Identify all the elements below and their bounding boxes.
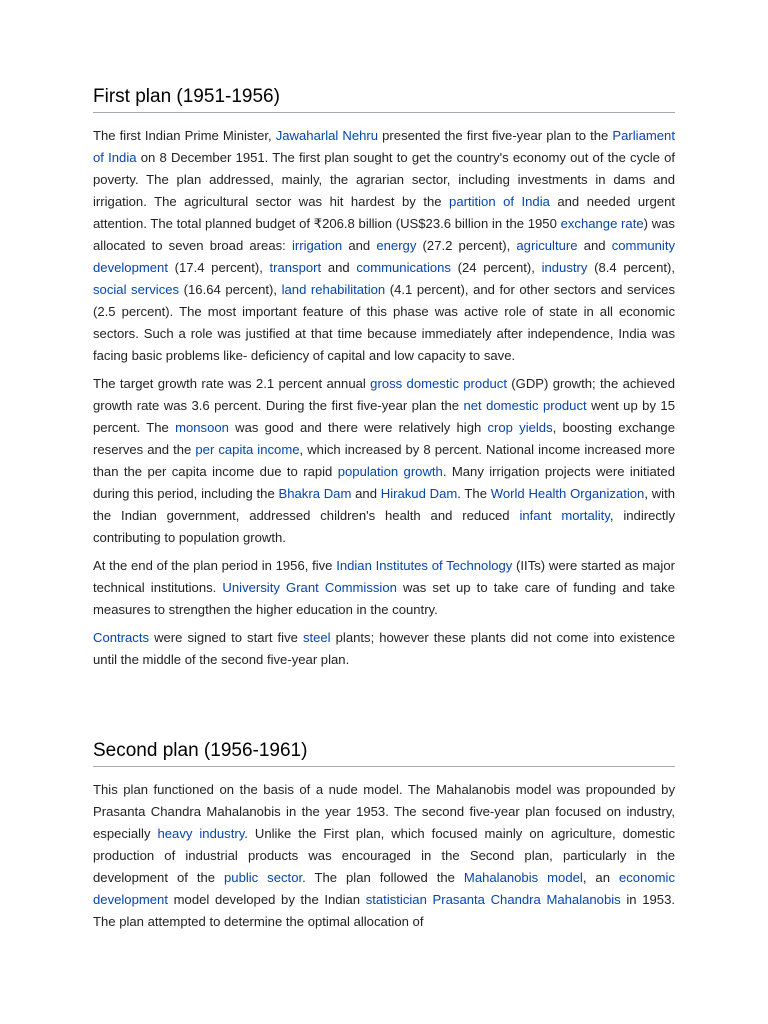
inline-link[interactable]: land rehabilitation [281,282,386,297]
inline-link[interactable]: World Health Organization [490,486,645,501]
text-run: The target growth rate was 2.1 percent annual [93,376,371,391]
inline-link[interactable]: University Grant Commission [222,580,397,595]
inline-link[interactable]: Parliament of India [93,128,675,165]
text-run: , indirectly contributing to population growth. [93,508,676,545]
text-run: (IITs) were started as major technical institutions. [93,558,675,595]
text-run: . The plan followed the [302,870,464,885]
text-run: and [577,238,612,253]
text-run: (27.2 percent), [416,238,517,253]
text-run: At the end of the plan period in 1956, five [93,558,337,573]
text-run: was good and there were relatively high [228,420,488,435]
inline-link[interactable]: public sector [224,870,303,885]
text-run: and [342,238,377,253]
text-run: were signed to start five [149,630,303,645]
inline-link[interactable]: gross domestic product [370,376,507,391]
inline-link[interactable]: Bhakra Dam [278,486,352,501]
section-heading: First plan (1951-1956) [93,86,675,113]
section-body [93,125,675,671]
text-run: and [321,260,357,275]
section-first-plan [93,86,675,677]
text-run: , which increased by 8 percent. National income increased more than the per capita income due to rapid [93,442,676,479]
text-run: (8.4 percent), [587,260,676,275]
paragraph [93,779,675,933]
text-run: presented the first five-year plan to the [378,128,613,143]
inline-link[interactable]: heavy industry [157,826,245,841]
inline-link[interactable]: population growth [337,464,443,479]
text-run: on 8 December 1951. The first plan sought to get the country's economy out of the cycle of poverty. The plan addressed, mainly, the agrarian sector, including investments in dams and irrigation. The agricultural sector was hit hardest by the [93,150,676,209]
inline-link[interactable]: infant mortality [519,508,610,523]
text-run: , boosting exchange reserves and the [93,420,675,457]
inline-link[interactable]: energy [376,238,417,253]
text-run: and needed urgent attention. The total planned budget of ₹206.8 billion (US$23.6 billion in the 1950 [93,194,675,231]
paragraph [93,125,675,367]
inline-link[interactable]: partition of India [449,194,550,209]
inline-link[interactable]: communications [356,260,451,275]
text-run: ) was allocated to seven broad areas: [93,216,675,253]
text-run: was set up to take care of funding and take measures to strengthen the higher education in the country. [93,580,675,617]
text-run: (16.64 percent), [179,282,282,297]
inline-link[interactable]: Contracts [93,630,150,645]
inline-link[interactable]: statistician [365,892,427,907]
text-run: (GDP) growth; the achieved growth rate was 3.6 percent. During the first five-year plan the [93,376,675,413]
text-run: and [351,486,381,501]
text-run: went up by 15 percent. The [93,398,675,435]
text-run: , with the Indian government, addressed children's health and reduced [93,486,675,523]
section-second-plan [93,740,675,939]
text-run: plants; however these plants did not come into existence until the middle of the second five-year plan. [93,630,675,667]
text-run: , an [582,870,619,885]
inline-link[interactable]: economic development [93,870,675,907]
text-run: . Unlike the First plan, which focused mainly on agriculture, domestic production of industrial products was encouraged in the Second plan, particularly in the development of the [93,826,676,885]
text-run: (17.4 percent), [167,260,270,275]
text-run: in 1953. The plan attempted to determine the optimal allocation of [93,892,675,929]
text-run: This plan functioned on the basis of a nude model. The Mahalanobis model was propounded by Prasanta Chandra Mahalanobis in the year 1953. The second five-year plan focused on industry, especially [93,782,675,841]
section-body [93,779,675,933]
inline-link[interactable]: industry [541,260,588,275]
inline-link[interactable]: monsoon [175,420,229,435]
inline-link[interactable]: crop yields [487,420,553,435]
paragraph [93,555,675,621]
inline-link[interactable]: per capita income [195,442,300,457]
text-run: (24 percent), [450,260,542,275]
text-run: (4.1 percent), and for other sectors and services (2.5 percent). The most important feature of this phase was active role of state in all economic sectors. Such a role was justified at that time because immediately after independence, India was facing basic problems like- deficiency of capital and low capacity to save. [93,282,676,363]
text-run: . Many irrigation projects were initiated during this period, including the [93,464,675,501]
inline-link[interactable]: exchange rate [560,216,644,231]
inline-link[interactable]: Indian Institutes of Technology [336,558,513,573]
inline-link[interactable]: agriculture [516,238,578,253]
inline-link[interactable]: irrigation [291,238,343,253]
inline-link[interactable]: social services [93,282,180,297]
inline-link[interactable]: Hirakud Dam [380,486,458,501]
inline-link[interactable]: community development [93,238,676,275]
inline-link[interactable]: Jawaharlal Nehru [275,128,379,143]
inline-link[interactable]: Mahalanobis model [463,870,583,885]
paragraph [93,373,675,549]
inline-link[interactable]: transport [269,260,322,275]
section-heading: Second plan (1956-1961) [93,740,675,767]
text-run: model developed by the Indian [167,892,366,907]
paragraph [93,627,675,671]
text-run: . The [457,486,491,501]
inline-link[interactable]: net domestic product [463,398,587,413]
text-run: The first Indian Prime Minister, [93,128,276,143]
inline-link[interactable]: Prasanta Chandra Mahalanobis [432,892,621,907]
inline-link[interactable]: steel [302,630,331,645]
